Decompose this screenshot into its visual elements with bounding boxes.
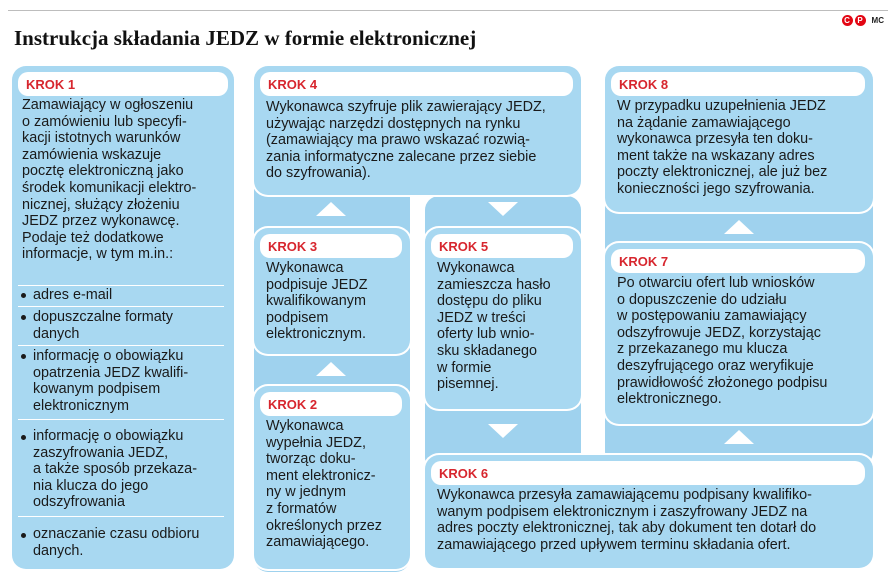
bullet-dot	[21, 354, 26, 359]
bullet-item: dopuszczalne formaty danych	[33, 309, 173, 342]
step-1-label: KROK 1	[18, 72, 228, 96]
bullet-dot	[21, 293, 26, 298]
step-3-card	[254, 228, 410, 354]
bullet-dot	[21, 315, 26, 320]
step-8-text: W przypadku uzupełnienia JEDZ na żądanie zamawiającego wykonawca przesyła ten doku- ment także na wskazany adres poczty elektronicznej, ale już bez konieczności jego szyfrowania.	[617, 98, 828, 197]
bullet-item: informację o obowiązku opatrzenia JEDZ kwalifi- kowanym podpisem elektronicznym	[33, 348, 189, 414]
bullet-separator	[18, 345, 224, 346]
step-5-label: KROK 5	[431, 234, 573, 258]
step-8-label: KROK 8	[611, 72, 865, 96]
step-5-card	[425, 228, 581, 409]
step-4-label: KROK 4	[260, 72, 573, 96]
step-7-label: KROK 7	[611, 249, 865, 273]
bullet-separator	[18, 306, 224, 307]
step-3-text: Wykonawca podpisuje JEDZ kwalifikowanym podpisem elektronicznym.	[266, 260, 368, 343]
logo-c-icon: C	[842, 15, 853, 26]
bullet-separator	[18, 419, 224, 420]
step-2-label: KROK 2	[260, 392, 402, 416]
step-1-text: Zamawiający w ogłoszeniu o zamówieniu lub specyfi- kacji istotnych warunków zamówienia wskazuje pocztę elektroniczną jako środek komunikacji elektro- nicznej, służący złożeniu JEDZ przez wykonawcę. Podaje też dodatkowe informacje, w tym m.in.:	[22, 97, 197, 263]
logo-mc-text: MC	[871, 16, 884, 25]
top-rule	[8, 10, 888, 11]
step-4-text: Wykonawca szyfruje plik zawierający JEDZ, używając narzędzi dostępnych na rynku (zamawiający ma prawo wskazać rozwią- zania informatyczne zalecane przez siebie do szyfrowania).	[266, 99, 546, 182]
step-4-card	[254, 66, 581, 195]
bullet-separator	[18, 516, 224, 517]
bullet-dot	[21, 533, 26, 538]
step-5-text: Wykonawca zamieszcza hasło dostępu do pliku JEDZ w treści oferty lub wnio- sku składanego w formie pisemnej.	[437, 260, 551, 393]
bullet-dot	[21, 435, 26, 440]
logo-p-icon: P	[855, 15, 866, 26]
step-2-text: Wykonawca wypełnia JEDZ, tworząc doku- ment elektronicz- ny w jednym z formatów określonych przez zamawiającego.	[266, 418, 382, 551]
bullet-item: oznaczanie czasu odbioru danych.	[33, 526, 200, 559]
bullet-item: informację o obowiązku zaszyfrowania JEDZ, a także sposób przekaza- nia klucza do jego odszyfrowania	[33, 428, 197, 511]
publisher-logo	[842, 15, 884, 26]
step-2-card	[254, 386, 410, 569]
step-6-card	[425, 455, 873, 568]
step-6-label: KROK 6	[431, 461, 865, 485]
bullet-item: adres e-mail	[33, 287, 113, 303]
arrow-down-icon	[488, 202, 518, 216]
bullet-separator	[18, 285, 224, 286]
arrow-up-icon	[316, 362, 346, 376]
arrow-up-icon	[724, 430, 754, 444]
step-7-card	[605, 243, 873, 424]
arrow-down-icon	[488, 424, 518, 438]
arrow-right-icon	[236, 467, 250, 497]
step-1-card	[12, 66, 234, 569]
step-7-text: Po otwarciu ofert lub wniosków o dopuszczenie do udziału w postępowaniu zamawiający odszyfrowuje JEDZ, korzystając z przekazanego mu klucza deszyfrującego oraz weryfikuje prawidłowość złożonego podpisu elektronicznego.	[617, 275, 828, 408]
step-3-label: KROK 3	[260, 234, 402, 258]
step-8-card	[605, 66, 873, 212]
step-6-text: Wykonawca przesyła zamawiającemu podpisany kwalifiko- wanym podpisem elektronicznym i zaszyfrowany JEDZ na adres poczty elektronicznej, tak aby dokument ten dotarł do zamawiającego przed upływem terminu składania ofert.	[437, 487, 817, 553]
arrow-up-icon	[724, 220, 754, 234]
arrow-up-icon	[316, 202, 346, 216]
page-title: Instrukcja składania JEDZ w formie elektronicznej	[14, 26, 477, 50]
